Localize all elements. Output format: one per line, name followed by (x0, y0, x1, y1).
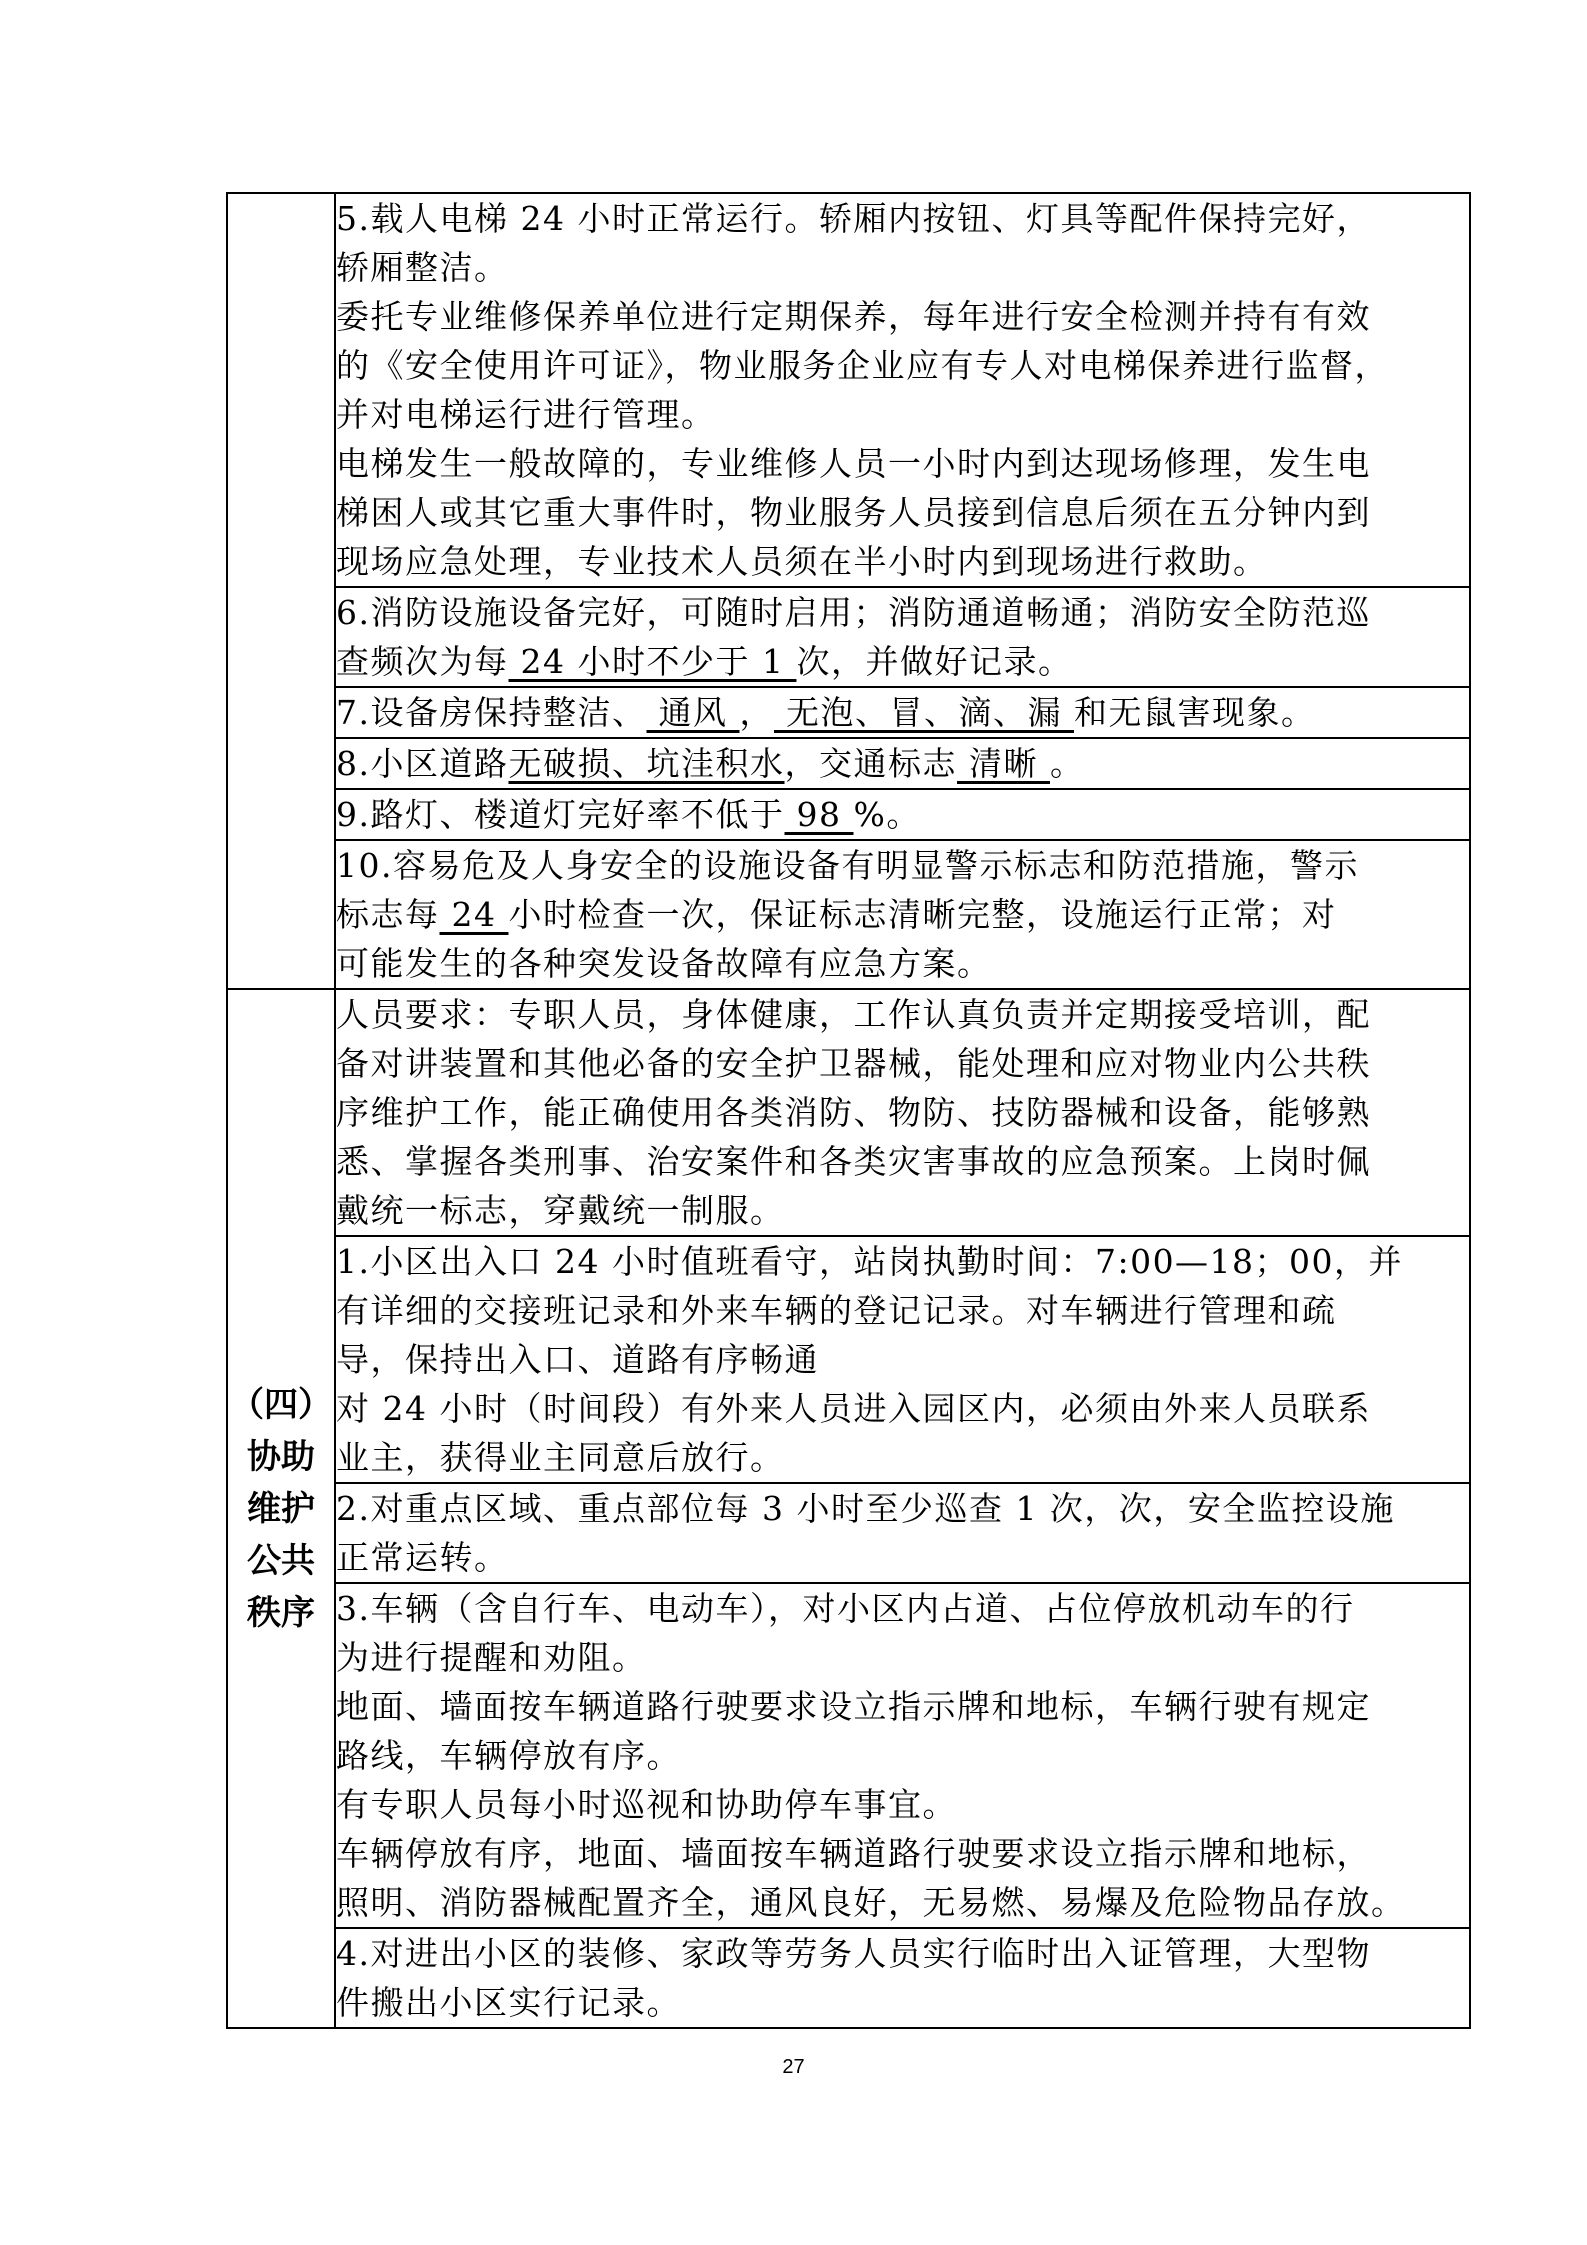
text-line: 序维护工作，能正确使用各类消防、物防、技防器械和设备，能够熟 (336, 1093, 1371, 1132)
underlined-value: 无破损、坑洼积水 (508, 744, 785, 783)
table-row-roads (227, 738, 1470, 789)
underlined-value: 24 (439, 895, 509, 934)
text-line: 有详细的交接班记录和外来车辆的登记记录。对车辆进行管理和疏 (336, 1291, 1337, 1330)
text-line: 4.对进出小区的装修、家政等劳务人员实行临时出入证管理，大型物 (336, 1934, 1371, 1973)
section-label-line: 秩序 (247, 1592, 315, 1633)
text-line: 业主，获得业主同意后放行。 (336, 1438, 785, 1477)
text-line: 导，保持出入口、道路有序畅通 (336, 1340, 819, 1379)
section-label-cell-empty (227, 193, 335, 989)
content-cell-elevator (335, 193, 1470, 587)
content-cell-personnel (335, 989, 1470, 1236)
content-cell-fire-safety (335, 587, 1470, 687)
text-line: 车辆停放有序，地面、墙面按车辆道路行驶要求设立指示牌和地标， (336, 1834, 1371, 1873)
table-row-fire-safety (227, 587, 1470, 687)
content-cell-entrance-guard (335, 1236, 1470, 1483)
text-line: 现场应急处理，专业技术人员须在半小时内到现场进行救助。 (336, 542, 1268, 581)
text-line: 地面、墙面按车辆道路行驶要求设立指示牌和地标，车辆行驶有规定 (336, 1687, 1371, 1726)
text-line: 人员要求：专职人员，身体健康，工作认真负责并定期接受培训，配 (336, 995, 1371, 1034)
text-line: 正常运转。 (336, 1538, 509, 1577)
text-line: 标志每 24 小时检查一次，保证标志清晰完整，设施运行正常；对 (336, 895, 1337, 934)
underlined-value: 98 (784, 795, 854, 834)
underlined-value: 通风 (646, 693, 740, 732)
underlined-value: 24 小时不少于 1 (508, 642, 797, 681)
text-line: 备对讲装置和其他必备的安全护卫器械，能处理和应对物业内公共秩 (336, 1044, 1371, 1083)
table-row-lighting (227, 789, 1470, 840)
page-number: 27 (782, 2056, 805, 2078)
text-line: 可能发生的各种突发设备故障有应急方案。 (336, 944, 992, 983)
text-line: 10.容易危及人身安全的设施设备有明显警示标志和防范措施，警示 (336, 846, 1359, 885)
text-line: 照明、消防器械配置齐全，通风良好，无易燃、易爆及危险物品存放。 (336, 1883, 1406, 1922)
table-row-elevator (227, 193, 1470, 587)
text-line: 6.消防设施设备完好，可随时启用；消防通道畅通；消防安全防范巡 (336, 593, 1371, 632)
table-row-warning-signs (227, 840, 1470, 989)
text-line: 电梯发生一般故障的，专业维修人员一小时内到达现场修理，发生电 (336, 444, 1371, 483)
text-line: 有专职人员每小时巡视和协助停车事宜。 (336, 1785, 957, 1824)
text-line: 路线，车辆停放有序。 (336, 1736, 681, 1775)
text-line: 2.对重点区域、重点部位每 3 小时至少巡查 1 次，次，安全监控设施 (336, 1489, 1395, 1528)
service-standard-table (226, 192, 1471, 2029)
text-line: 8.小区道路无破损、坑洼积水，交通标志 清晰 。 (336, 744, 1085, 783)
text-line: 对 24 小时（时间段）有外来人员进入园区内，必须由外来人员联系 (336, 1389, 1371, 1428)
section-label-line: 维护 (247, 1488, 315, 1529)
table-row-patrol (227, 1483, 1470, 1583)
text-line: 3.车辆（含自行车、电动车），对小区内占道、占位停放机动车的行 (336, 1589, 1355, 1628)
content-cell-labor-pass (335, 1928, 1470, 2028)
section-label-line: 公共 (247, 1540, 315, 1581)
text-line: 9.路灯、楼道灯完好率不低于 98 %。 (336, 795, 921, 834)
underlined-value: 清晰 (957, 744, 1050, 783)
text-line: 件搬出小区实行记录。 (336, 1983, 681, 2022)
text-line: 5.载人电梯 24 小时正常运行。轿厢内按钮、灯具等配件保持完好， (336, 199, 1371, 238)
text-line: 为进行提醒和劝阻。 (336, 1638, 647, 1677)
content-cell-vehicles (335, 1583, 1470, 1928)
text-line: 7.设备房保持整洁、 通风 ， 无泡、冒、滴、漏 和无鼠害现象。 (336, 693, 1316, 732)
text-line: 查频次为每 24 小时不少于 1 次，并做好记录。 (336, 642, 1073, 681)
table-row-personnel (227, 989, 1470, 1236)
section-label-line: 协助 (247, 1436, 315, 1477)
table-row-vehicles (227, 1583, 1470, 1928)
text-line: 1.小区出入口 24 小时值班看守，站岗执勤时间：7:00—18；00，并 (336, 1242, 1404, 1281)
content-cell-lighting (335, 789, 1470, 840)
text-line: 梯困人或其它重大事件时，物业服务人员接到信息后须在五分钟内到 (336, 493, 1371, 532)
table-row-equipment-room (227, 687, 1470, 738)
content-cell-equipment-room (335, 687, 1470, 738)
section-label-line: （四） (230, 1384, 332, 1425)
content-cell-warning-signs (335, 840, 1470, 989)
section-label-cell (227, 989, 335, 2028)
text-line: 委托专业维修保养单位进行定期保养，每年进行安全检测并持有有效 (336, 297, 1371, 336)
table-row-labor-pass (227, 1928, 1470, 2028)
text-line: 悉、掌握各类刑事、治安案件和各类灾害事故的应急预案。上岗时佩 (336, 1142, 1371, 1181)
underlined-value: 无泡、冒、滴、漏 (773, 693, 1074, 732)
text-line: 轿厢整洁。 (336, 248, 509, 287)
text-line: 并对电梯运行进行管理。 (336, 395, 716, 434)
table-row-entrance-guard (227, 1236, 1470, 1483)
content-cell-patrol (335, 1483, 1470, 1583)
text-line: 的《安全使用许可证》，物业服务企业应有专人对电梯保养进行监督， (336, 346, 1389, 385)
content-cell-roads (335, 738, 1470, 789)
text-line: 戴统一标志，穿戴统一制服。 (336, 1191, 785, 1230)
